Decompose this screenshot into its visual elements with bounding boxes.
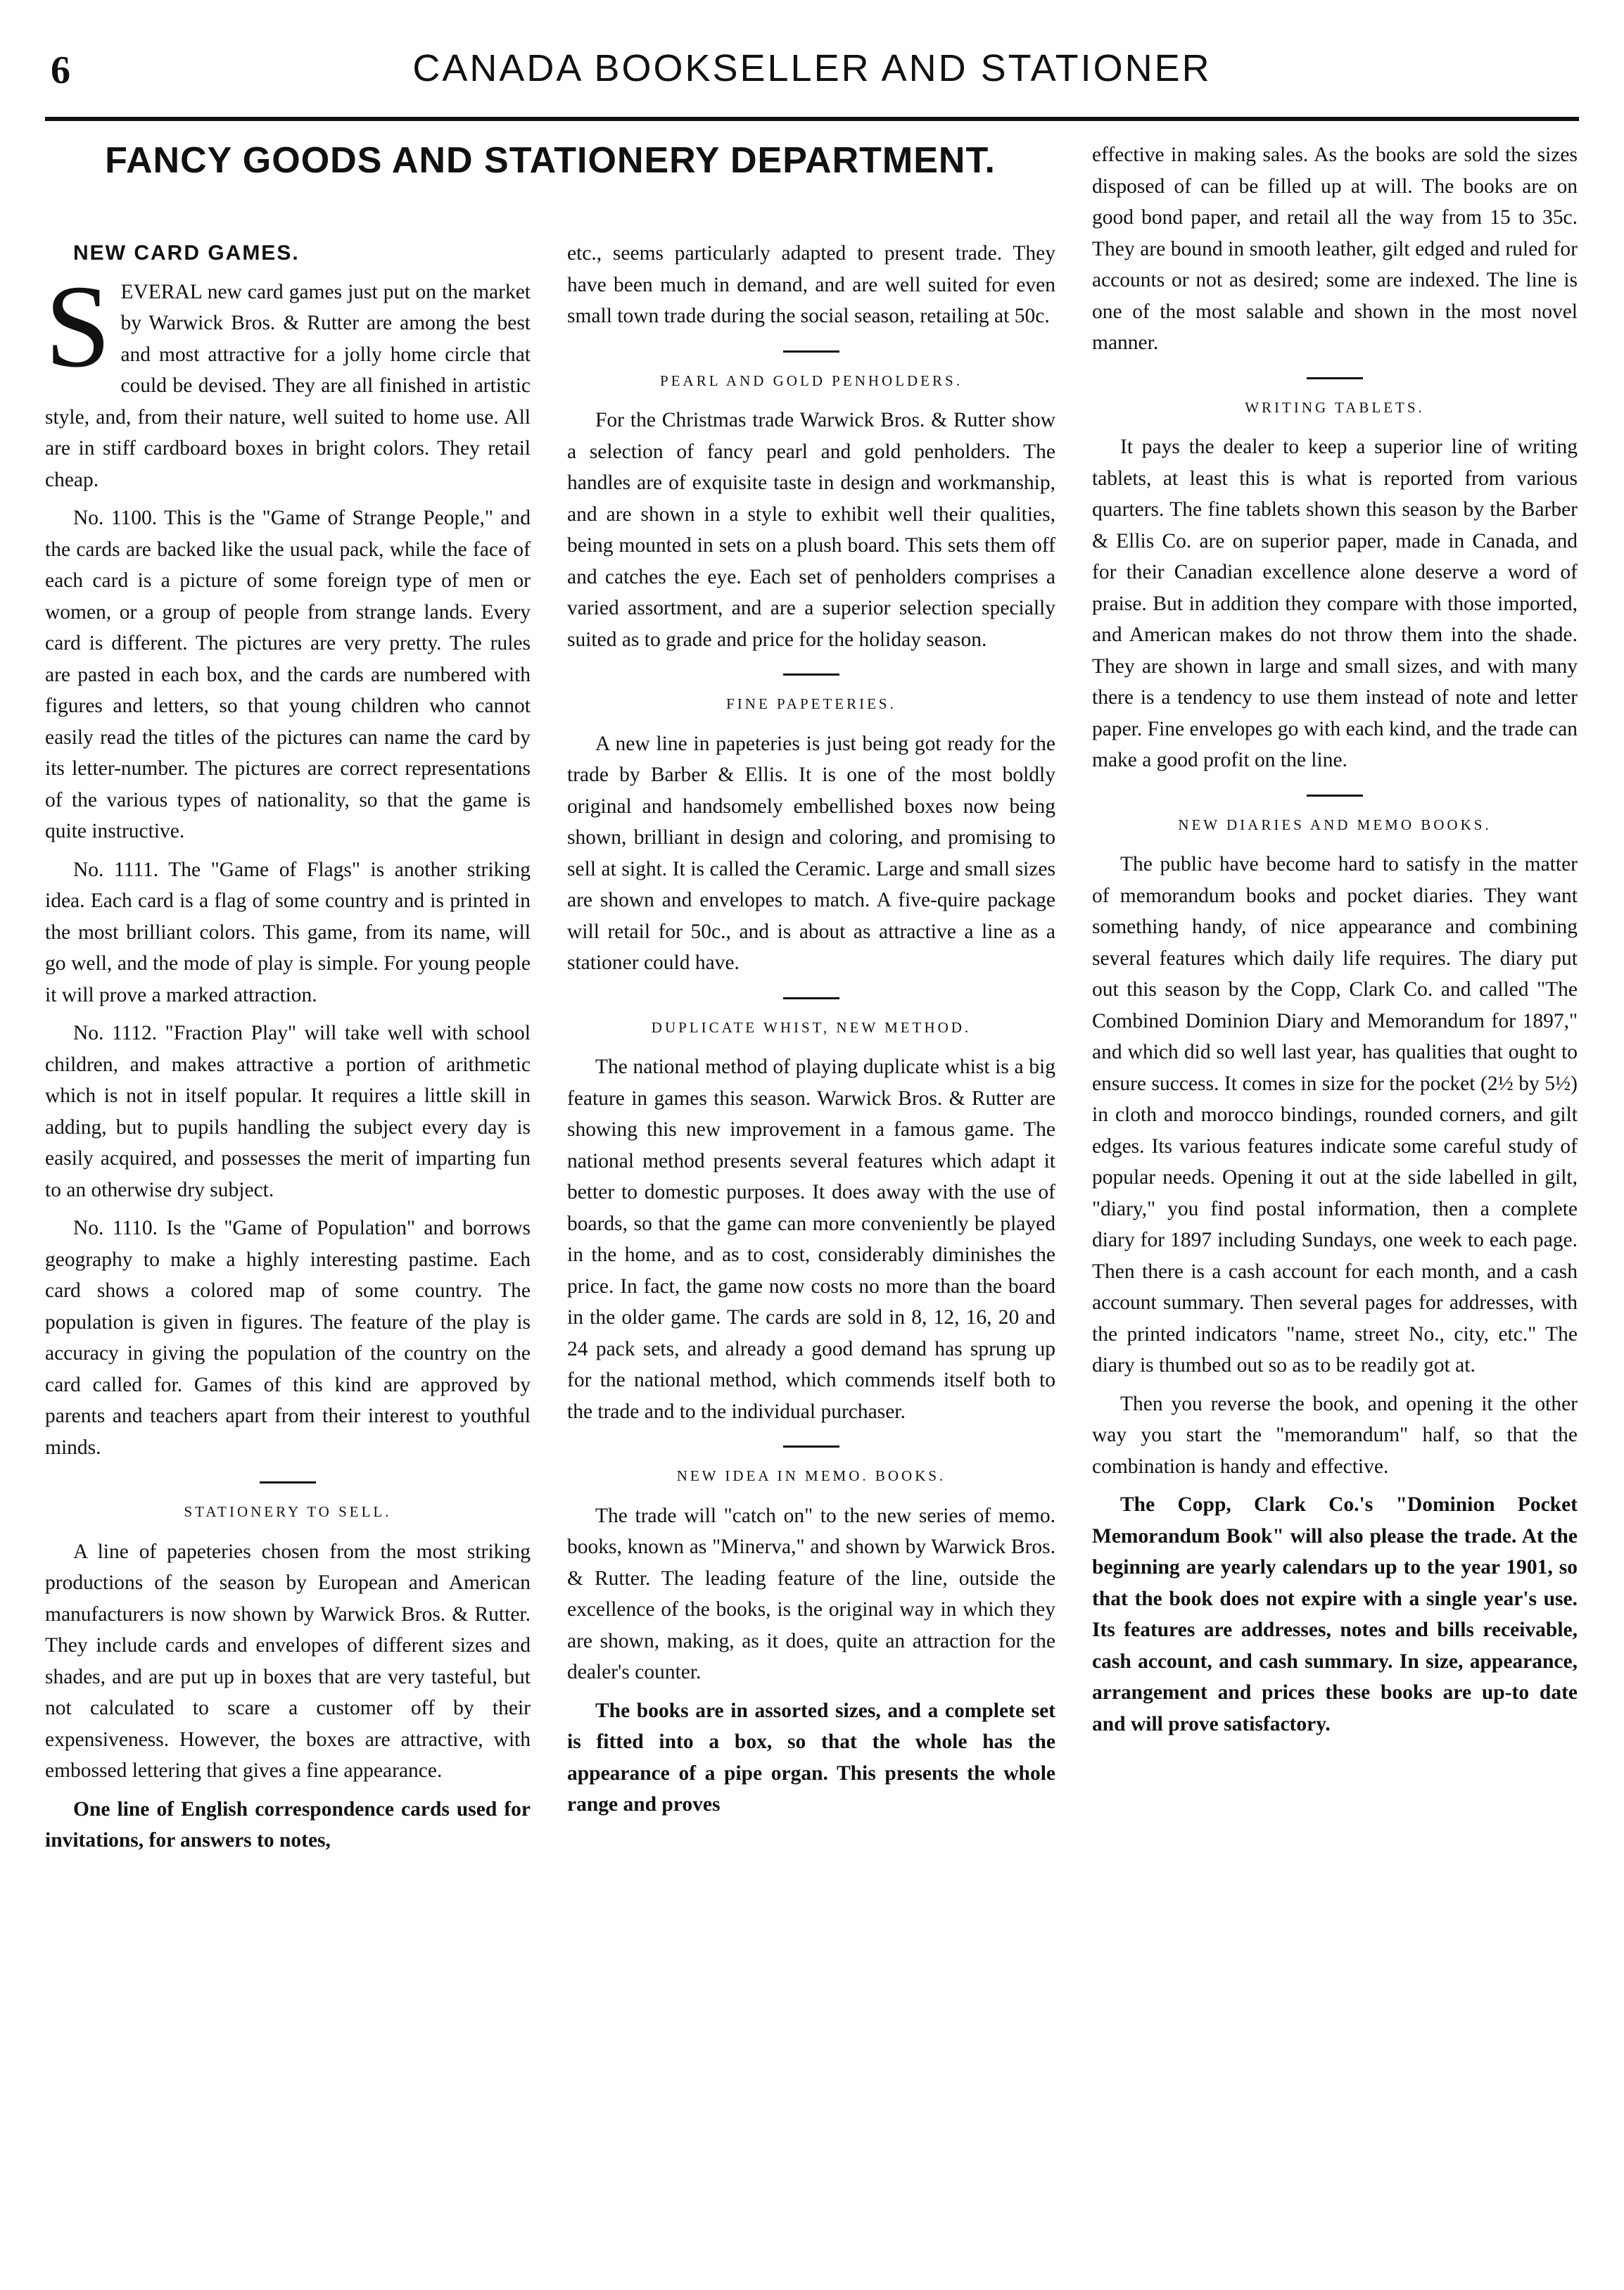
section-divider	[260, 1481, 316, 1484]
paragraph: The public have become hard to satisfy in the matter of memorandum books and pocket diaries. They want something handy, of nice appearance and combining several features which daily life requires. The diary put out this season by the Copp, Clark Co. and called "The Combined Dominion Diary and Memorandum for 1897," and which did so well last year, has qualities that ought to ensure success. It comes in size for the pocket (2½ by 5½) in cloth and morocco bindings, rounded corners, and gilt edges. Its various features indicate some careful study of popular needs. Opening it out at the side labelled in gilt, "diary," you find postal information, then a complete diary for 1897 including Sundays, one week to each page. Then there is a cash account for each month, and a cash account summary. Then several pages for addresses, with the printed indicators "name, street No., city, etc." The diary is thumbed out so as to be readily got at.	[1092, 853, 1578, 1377]
masthead	[45, 39, 1579, 121]
section-heading: NEW DIARIES AND MEMO BOOKS.	[1178, 816, 1492, 833]
paragraph: A line of papeteries chosen from the most striking productions of the season by European and American manufacturers is now shown by Warwick Bros. & Rutter. They include cards and envelopes of different sizes and shades, and are put up in boxes that are very tasteful, but not calculated to scare a customer off by their expensiveness. However, the boxes are attractive, with embossed lettering that gives a fine appearance.	[45, 1540, 531, 1782]
section-divider	[783, 1446, 839, 1448]
department-heading: FANCY GOODS AND STATIONERY DEPARTMENT.	[105, 140, 996, 181]
column-2	[567, 238, 1055, 2256]
paragraph: The national method of playing duplicate whist is a big feature in games this season. Warwick Bros. & Rutter are showing this new improvement in a famous game. The national method presents several features which adapt it better to domestic purposes. It does away with the use of boards, so that the game can more conveniently be played in the home, and as to cost, considerably diminishes the price. In fact, the game now costs no more than the board in the older game. The cards are sold in 8, 12, 16, 20 and 24 pack sets, and already a good demand has sprung up for the national method, which commends itself both to the trade and to the individual purchaser.	[567, 1056, 1055, 1423]
section-divider	[783, 350, 839, 353]
section-divider	[1307, 795, 1363, 797]
column-3	[1092, 139, 1578, 2256]
paragraph: No. 1100. This is the "Game of Strange People," and the cards are backed like the usual pack, while the face of each card is a picture of some foreign type of men or women, or a group of people from strange lands. Every card is different. The pictures are very pretty. The rules are pasted in each box, and the cards are numbered with figures and letters, so that young children who cannot easily read the titles of the pictures can name the card by its letter-number. The pictures are correct representations of the various types of nationality, so that the game is quite instructive.	[45, 507, 531, 842]
article-body	[45, 139, 1579, 2256]
paragraph: etc., seems particularly adapted to present trade. They have been much in demand, and are well suited for even small town trade during the social season, retailing at 50c.	[567, 242, 1055, 327]
section-divider	[783, 673, 839, 676]
section-heading: FINE PAPETERIES.	[726, 695, 896, 712]
section-heading: NEW IDEA IN MEMO. BOOKS.	[676, 1467, 946, 1484]
section-heading: DUPLICATE WHIST, NEW METHOD.	[651, 1018, 972, 1036]
section-divider	[1307, 377, 1363, 379]
running-title: CANADA BOOKSELLER AND STATIONER	[412, 47, 1212, 89]
section-heading: WRITING TABLETS.	[1245, 398, 1425, 416]
paragraph: effective in making sales. As the books are sold the sizes disposed of can be filled up at will. The books are on good bond paper, and retail all the way from 15 to 35c. They are bound in smooth leather, gilt edged and ruled for accounts or not as desired; some are indexed. The line is one of the most salable and shown in the most novel manner.	[1092, 144, 1578, 354]
drop-cap: S	[45, 260, 111, 392]
section-heading: PEARL AND GOLD PENHOLDERS.	[660, 372, 963, 389]
paragraph: No. 1112. "Fraction Play" will take well with school children, and makes attractive a portion of arithmetic which is not in itself popular. It requires a little skill in adding, but to pupils handling the subject every day is easily acquired, and possesses the merit of imparting fun to an otherwise dry subject.	[45, 1022, 531, 1201]
paragraph: It pays the dealer to keep a superior line of writing tablets, at least this is what is reported from various quarters. The fine tablets shown this season by the Barber & Ellis Co. are on superior paper, made in Canada, and for their Canadian excellence alone deserve a word of praise. But in addition they compare with those imported, and American makes do not throw them into the shade. They are shown in large and small sizes, and with many there is a tendency to use them instead of note and letter paper. Fine envelopes go with each kind, and the trade can make a good profit on the line.	[1092, 436, 1578, 771]
paragraph: The books are in assorted sizes, and a complete set is fitted into a box, so that the whole has the appearance of a pipe organ. This presents the whole range and proves	[567, 1699, 1055, 1816]
column-1	[45, 238, 531, 2256]
article-subheading: NEW CARD GAMES.	[73, 241, 300, 265]
paragraph: A new line in papeteries is just being got ready for the trade by Barber & Ellis. It is one of the most boldly original and handsomely embellished boxes now being shown, brilliant in design and coloring, and promising to sell at sight. It is called the Ceramic. Large and small sizes are shown and envelopes to match. A five-quire package will retail for 50c., and is about as attractive a line as a stationer could have.	[567, 732, 1055, 974]
section-heading: STATIONERY TO SELL.	[184, 1503, 392, 1520]
paragraph: Then you reverse the book, and opening it the other way you start the "memorandum" half, so that the combination is handy and effective.	[1092, 1392, 1578, 1478]
paragraph: The Copp, Clark Co.'s "Dominion Pocket Memorandum Book" will also please the trade. At the beginning are yearly calendars up to the year 1901, so that the book does not expire with a single year's use. Its features are addresses, notes and bills receivable, cash account, and cash summary. In size, appearance, arrangement and prices these books are up-to date and will prove satisfactory.	[1092, 1493, 1578, 1735]
page	[45, 39, 1579, 2256]
paragraph: No. 1111. The "Game of Flags" is another striking idea. Each card is a flag of some country and is printed in the most brilliant colors. This game, from its name, will go well, and the mode of play is simple. For young people it will prove a marked attraction.	[45, 858, 531, 1006]
section-divider	[783, 997, 839, 999]
paragraph: The trade will "catch on" to the new series of memo. books, known as "Minerva," and shown by Warwick Bros. & Rutter. The leading feature of the line, outside the excellence of the books, is the original way in which they are shown, making, as it does, quite an attraction for the dealer's counter.	[567, 1504, 1055, 1683]
paragraph: No. 1110. Is the "Game of Population" and borrows geography to make a highly interesting pastime. Each card shows a colored map of some country. The population is given in figures. The feature of the play is accuracy in giving the population of the country on the card called for. Games of this kind are approved by parents and teachers apart from their interest to youthful minds.	[45, 1217, 531, 1459]
paragraph: One line of English correspondence cards used for invitations, for answers to notes,	[45, 1797, 531, 1852]
paragraph	[45, 260, 531, 496]
paragraph: For the Christmas trade Warwick Bros. & Rutter show a selection of fancy pearl and gold penholders. The handles are of exquisite taste in design and workmanship, and are shown in a style to exhibit well their qualities, being mounted in sets on a plush board. This sets them off and catches the eye. Each set of penholders comprises a varied assortment, and are a superior selection specially suited as to grade and price for the holiday season.	[567, 409, 1055, 651]
page-number: 6	[51, 49, 70, 92]
paragraph-text: EVERAL new card games just put on the market by Warwick Bros. & Rutter are among the best and most attractive for a jolly home circle that could be devised. They are all finished in artistic style, and, from their nature, well suited to home use. All are in stiff cardboard boxes in bright colors. They retail cheap.	[45, 280, 531, 491]
